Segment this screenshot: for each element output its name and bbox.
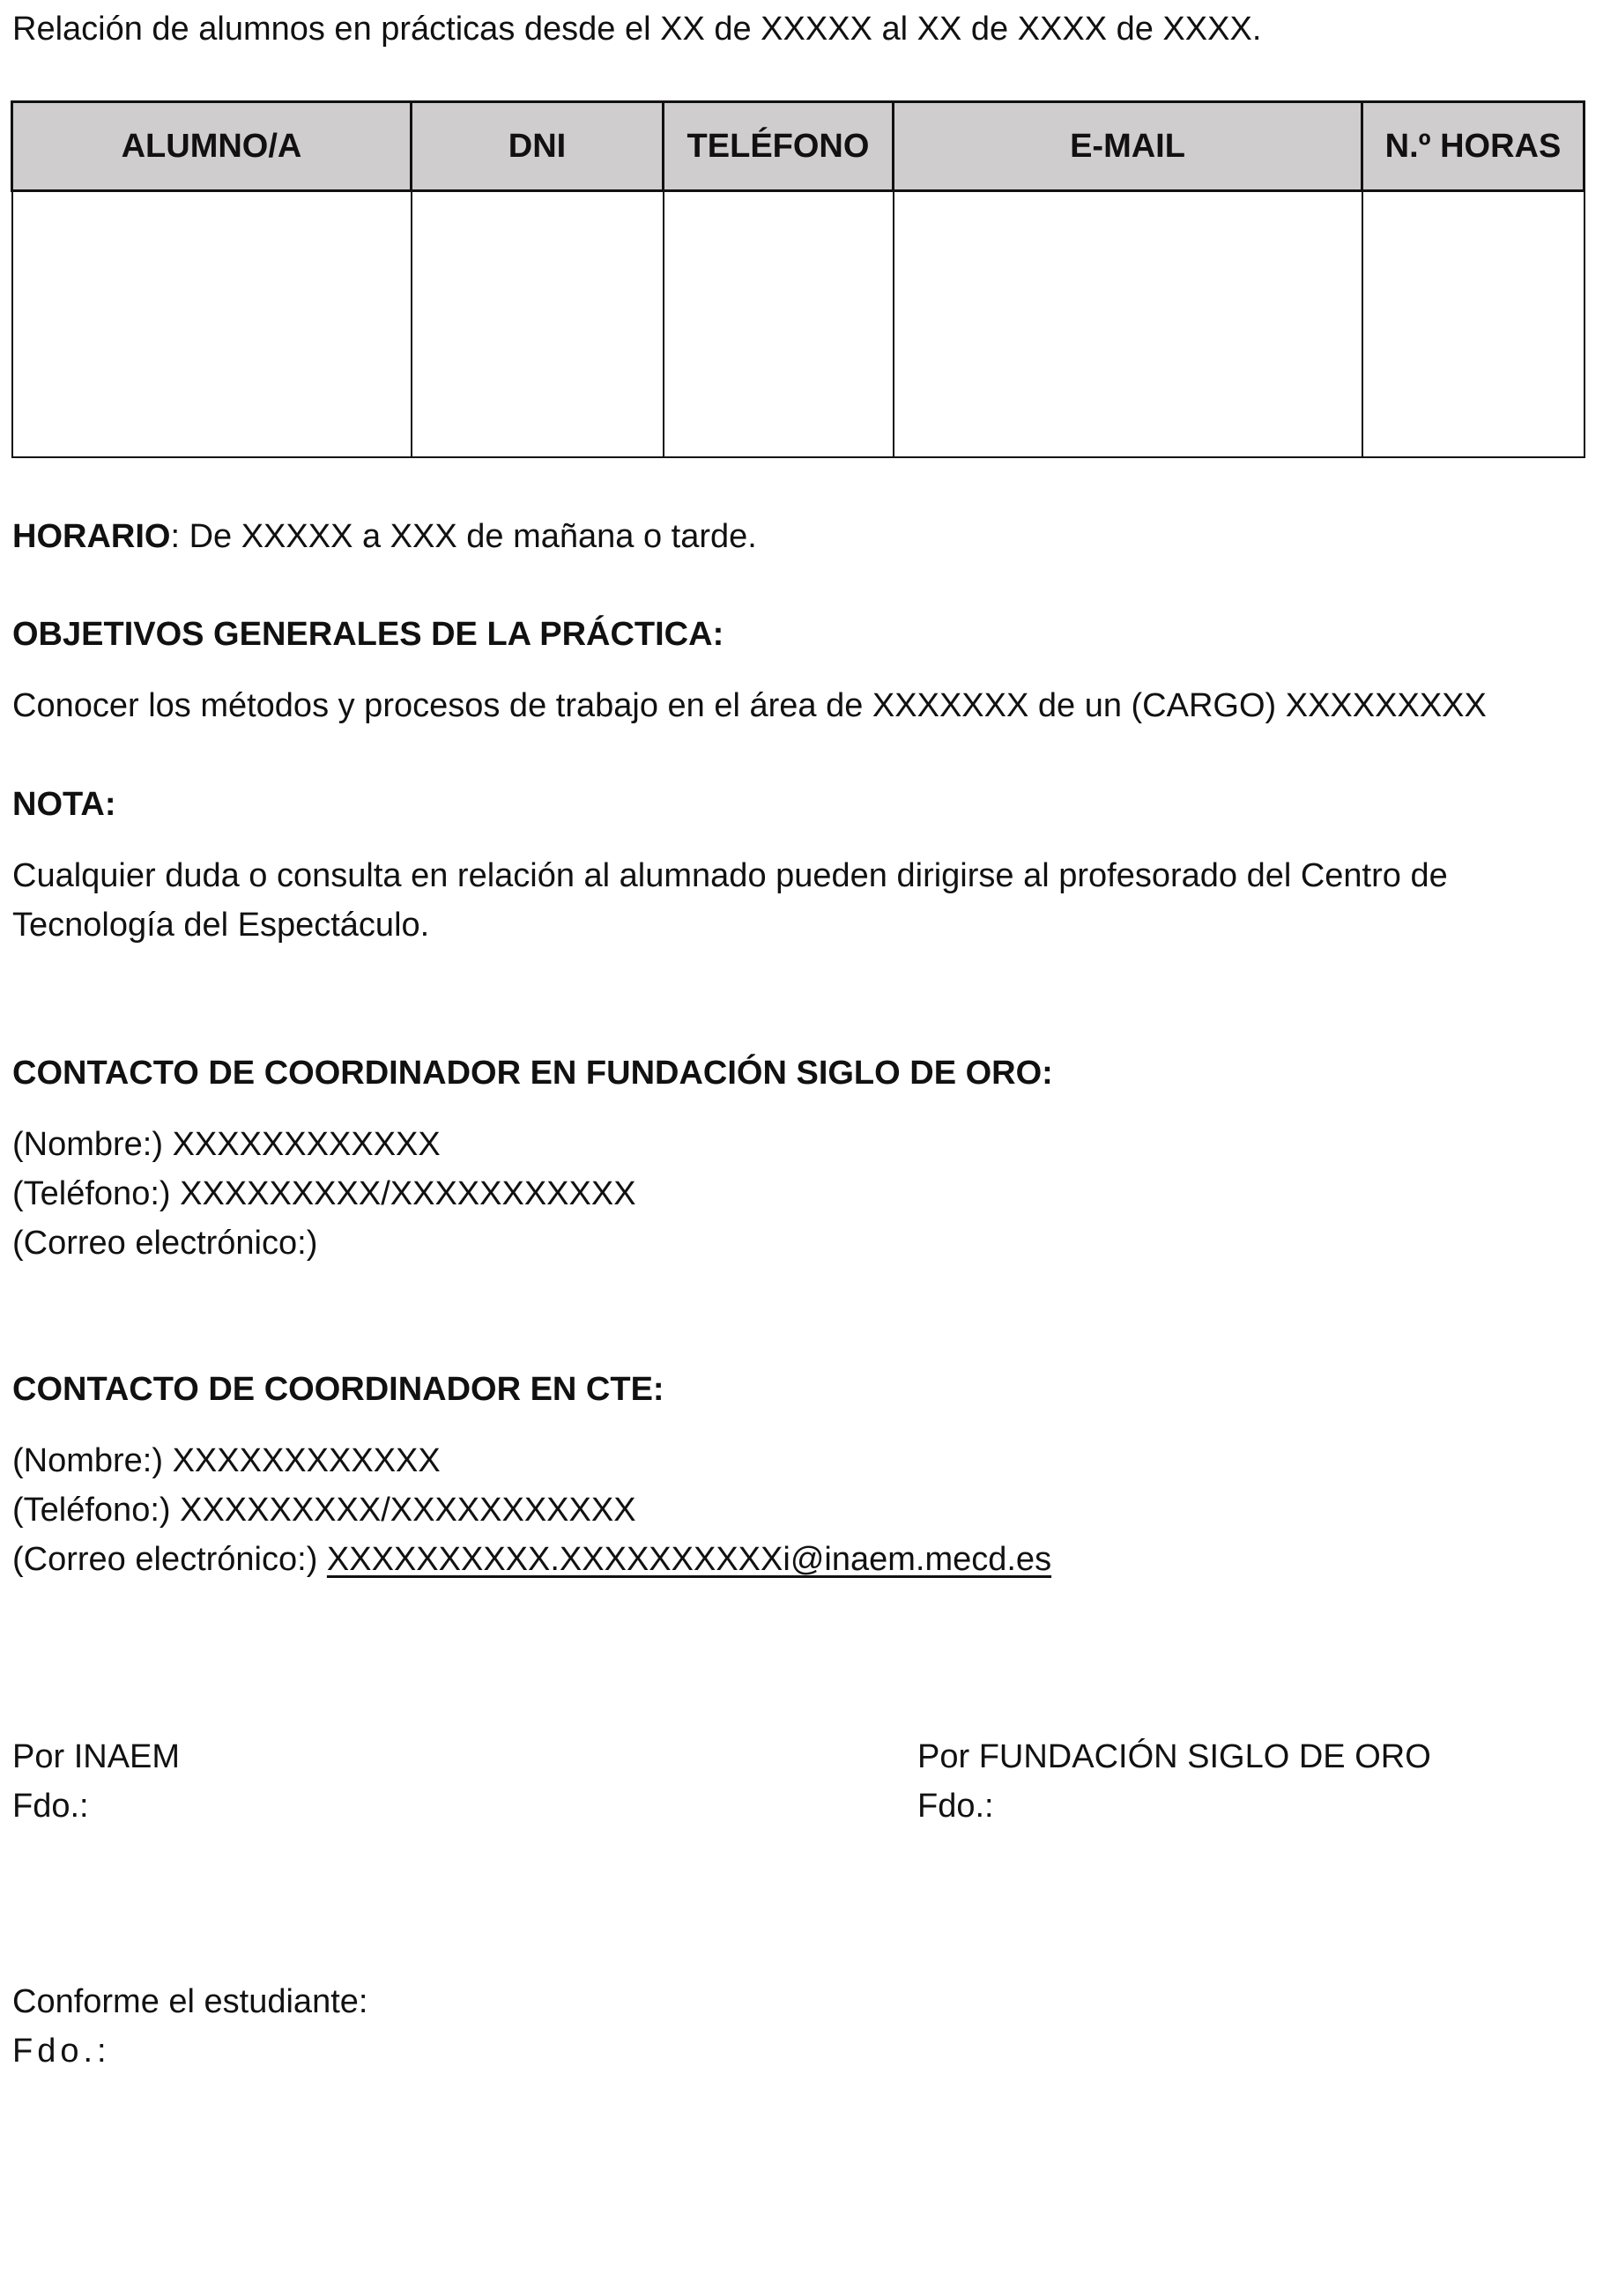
objetivos-heading: OBJETIVOS GENERALES DE LA PRÁCTICA: [12,616,724,653]
contacto-cte-correo-line [12,1536,1051,1583]
objetivos-text: Conocer los métodos y procesos de trabajo en el área de XXXXXXX de un (CARGO) XXXXXXXXX [12,687,1487,724]
firma-fundacion: Por FUNDACIÓN SIGLO DE ORO [917,1738,1431,1775]
firma-inaem-fdo: Fdo.: [12,1788,89,1825]
horario-line [12,513,757,560]
contacto-cte-email-link[interactable]: XXXXXXXXXX.XXXXXXXXXXi@inaem.mecd.es [326,1541,1052,1578]
contacto-cte-correo-label: (Correo electrónico:) [12,1541,327,1578]
contacto-fundacion-heading: CONTACTO DE COORDINADOR EN FUNDACIÓN SIGLO DE ORO: [12,1055,1053,1092]
header-alumno: ALUMNO/A [12,102,412,191]
header-telefono: TELÉFONO [664,102,894,191]
cell-telefono[interactable] [664,191,894,458]
header-horas: N.º HORAS [1362,102,1584,191]
firma-estudiante-fdo: Fdo.: [12,2033,111,2070]
nota-heading: NOTA: [12,786,116,823]
nota-line-1: Cualquier duda o consulta en relación al alumnado pueden dirigirse al profesorado del Centro de [12,857,1448,894]
intro-text: Relación de alumnos en prácticas desde el XX de XXXXX al XX de XXXX de XXXX. [12,11,1262,48]
contacto-cte-heading: CONTACTO DE COORDINADOR EN CTE: [12,1371,664,1408]
contacto-fundacion-nombre: (Nombre:) XXXXXXXXXXXX [12,1126,441,1163]
students-table [11,100,1585,458]
horario-text: : De XXXXX a XXX de mañana o tarde. [170,518,757,555]
table-row [12,191,1584,458]
table-header-row [12,102,1584,191]
contacto-fundacion-telefono: (Teléfono:) XXXXXXXXX/XXXXXXXXXXX [12,1175,636,1212]
firma-estudiante: Conforme el estudiante: [12,1983,368,2020]
contacto-cte-telefono: (Teléfono:) XXXXXXXXX/XXXXXXXXXXX [12,1492,636,1529]
header-email: E-MAIL [894,102,1362,191]
contacto-fundacion-correo: (Correo electrónico:) [12,1225,318,1262]
cell-alumno[interactable] [12,191,412,458]
horario-label: HORARIO [12,518,171,555]
cell-dni[interactable] [412,191,664,458]
contacto-cte-nombre: (Nombre:) XXXXXXXXXXXX [12,1442,441,1479]
cell-email[interactable] [894,191,1362,458]
nota-line-2: Tecnología del Espectáculo. [12,907,430,944]
cell-horas[interactable] [1362,191,1584,458]
header-dni: DNI [412,102,664,191]
firma-inaem: Por INAEM [12,1738,181,1775]
firma-fundacion-fdo: Fdo.: [917,1788,994,1825]
